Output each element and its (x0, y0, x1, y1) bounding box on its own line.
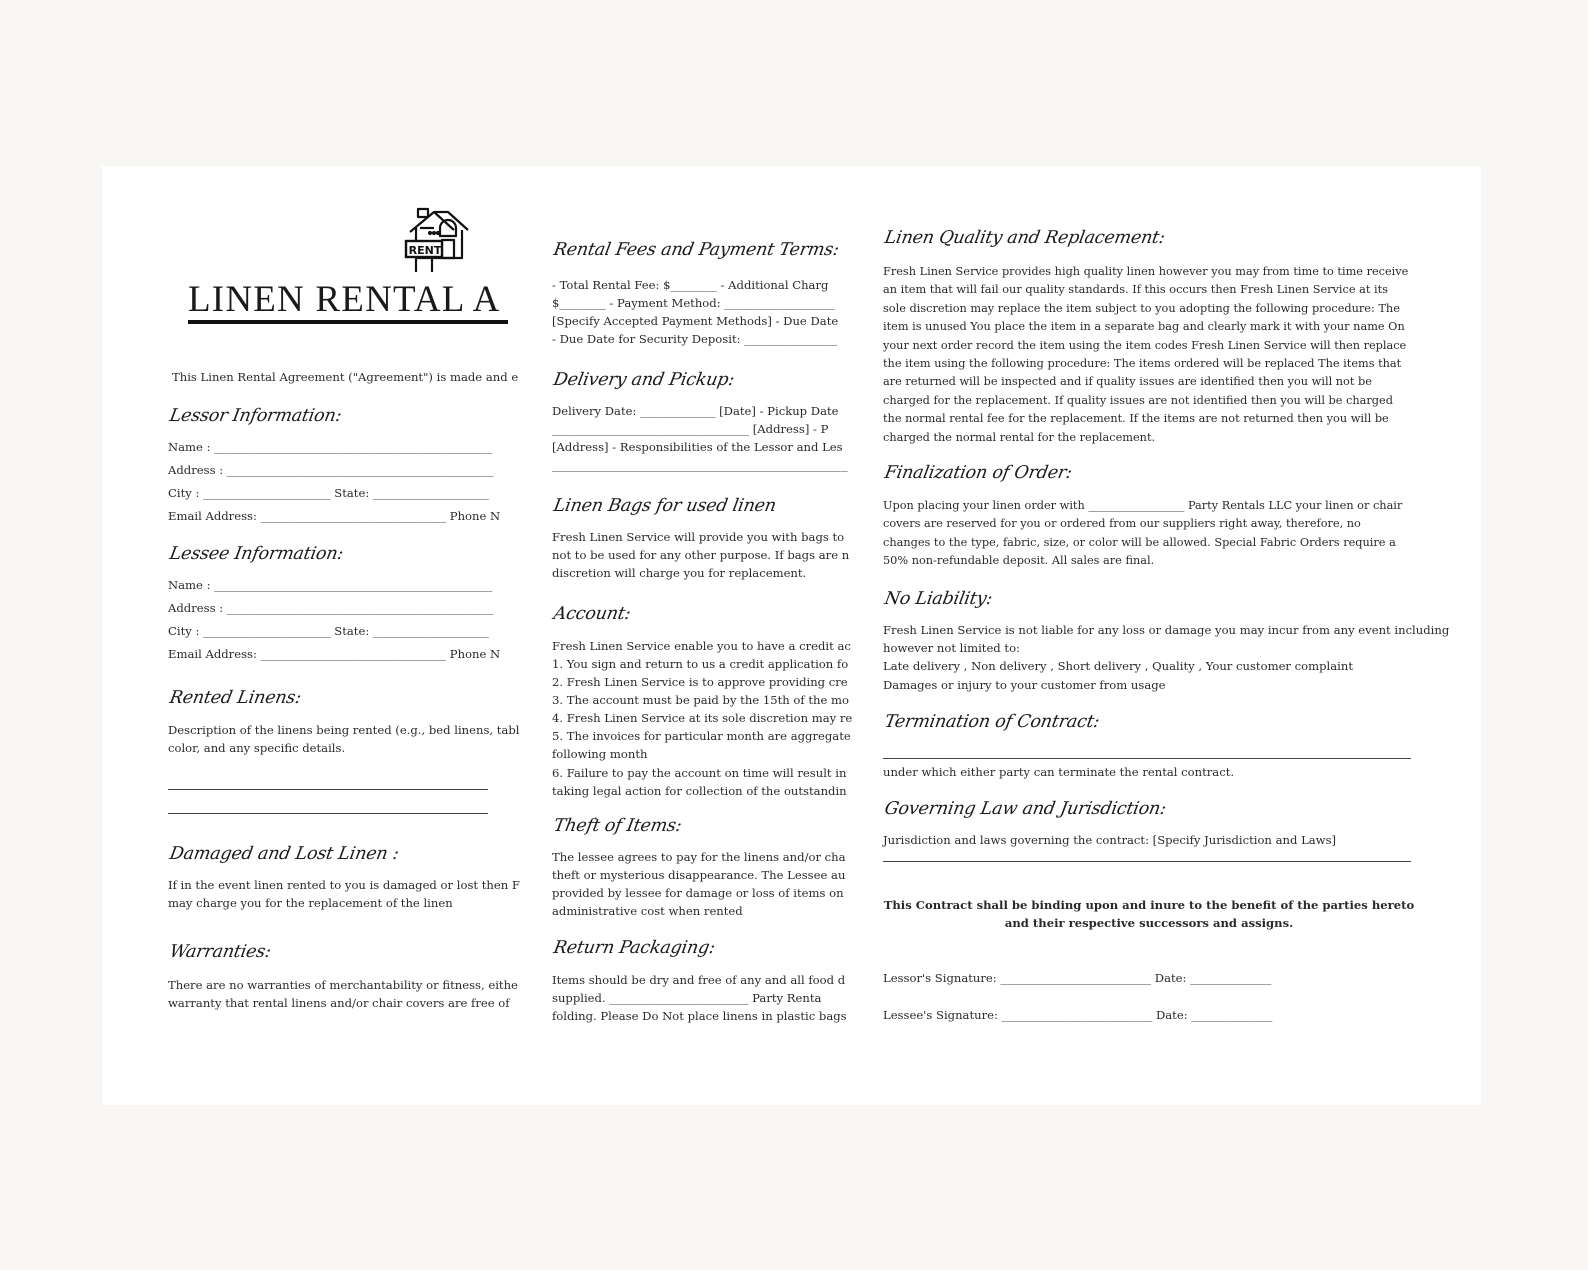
blank-line[interactable] (883, 861, 1411, 862)
return-packaging-line[interactable]: supplied. ________________________ Party Renta (552, 991, 822, 1005)
delivery-heading: Delivery and Pickup: (552, 370, 736, 390)
finalization-body[interactable]: Upon placing your linen order with _________________ Party Rentals LLC your linen or chair covers are reserved for you or ordered from our suppliers right away, therefore, no changes to the type, fabric, size, or color will be allowed. Special Fabric Orders require a 50% non-refundable deposit. All sales are final. (883, 499, 1403, 568)
page-column-1 (168, 166, 520, 1105)
delivery-line[interactable]: Delivery Date: _____________ [Date] - Pickup Date (552, 404, 839, 418)
fees-heading: Rental Fees and Payment Terms: (552, 240, 841, 260)
lessor-name-field[interactable]: Name : ________________________________________________ (168, 440, 493, 454)
warranties-line: There are no warranties of merchantability or fitness, eithe (168, 978, 518, 992)
intro-text: This Linen Rental Agreement ("Agreement") is made and e (172, 370, 519, 384)
quality-heading: Linen Quality and Replacement: (883, 228, 1167, 248)
page-column-3 (883, 166, 1450, 1105)
delivery-line[interactable]: __________________________________ [Address] - P (552, 422, 829, 436)
blank-line[interactable] (168, 789, 488, 790)
account-line: Fresh Linen Service enable you to have a credit ac (552, 639, 851, 653)
account-line: taking legal action for collection of the outstandin (552, 784, 847, 798)
rented-linens-line: Description of the linens being rented (e.g., bed linens, tabl (168, 723, 520, 737)
binding-clause: and their respective successors and assigns. (1004, 916, 1294, 930)
theft-line: The lessee agrees to pay for the linens and/or cha (552, 850, 846, 864)
governing-line: Jurisdiction and laws governing the contract: [Specify Jurisdiction and Laws] (883, 833, 1337, 847)
account-line: 2. Fresh Linen Service is to approve providing cre (552, 675, 848, 689)
quality-body: Fresh Linen Service provides high quality linen however you may from time to time receive an item that will fail our quality standards. If this occurs then Fresh Linen Service at its sole discretion may replace the item subject to you adopting the following procedure: The item is unused You place the item in a separate bag and clearly mark it with your name On your next order record the item using the item codes Fresh Linen Service will then replace the item using the following procedure: The items ordered will be replaced The items that are returned will be inspected and if quality issues are identified then you will not be charged for the replacement. If quality issues are not identified then you will be charged the normal rental fee for the replacement. If the items are not returned then you will be charged the normal rental for the replacement. (883, 265, 1409, 444)
blank-line[interactable] (883, 758, 1411, 759)
fees-line[interactable]: $________ - Payment Method: ___________________ (552, 296, 835, 310)
account-line: 4. Fresh Linen Service at its sole discretion may re (552, 711, 853, 725)
lessor-address-field[interactable]: Address : ______________________________________________ (168, 463, 494, 477)
rented-linens-heading: Rented Linens: (168, 688, 303, 708)
account-line: 1. You sign and return to us a credit application fo (552, 657, 849, 671)
bags-line: discretion will charge you for replacement. (552, 566, 807, 580)
lessee-email-field[interactable]: Email Address: ________________________________ Phone N (168, 647, 501, 661)
governing-heading: Governing Law and Jurisdiction: (883, 799, 1168, 819)
delivery-line[interactable]: ___________________________________________________ (552, 458, 848, 472)
liability-line: Late delivery , Non delivery , Short delivery , Quality , Your customer complaint (883, 659, 1353, 673)
theft-line: provided by lessee for damage or loss of items on (552, 886, 844, 900)
liability-line: however not limited to: (883, 641, 1020, 655)
theft-line: administrative cost when rented (552, 904, 743, 918)
page-column-2 (552, 166, 853, 1105)
fees-line[interactable]: - Due Date for Security Deposit: ________________ (552, 332, 837, 346)
lessee-city-state-field[interactable]: City : ______________________ State: ____________________ (168, 624, 489, 638)
liability-line: Fresh Linen Service is not liable for any loss or damage you may incur from any event including (883, 623, 1450, 637)
return-packaging-heading: Return Packaging: (552, 938, 717, 958)
lessor-city-state-field[interactable]: City : ______________________ State: ____________________ (168, 486, 489, 500)
fees-line[interactable]: [Specify Accepted Payment Methods] - Due Date (552, 314, 839, 328)
account-line: 5. The invoices for particular month are aggregate (552, 729, 851, 743)
lessor-heading: Lessor Information: (168, 406, 344, 426)
title-underline (188, 320, 508, 324)
account-line: 6. Failure to pay the account on time will result in (552, 766, 847, 780)
account-heading: Account: (552, 604, 633, 624)
liability-line: Damages or injury to your customer from usage (883, 678, 1166, 692)
fees-line[interactable]: - Total Rental Fee: $________ - Additional Charg (552, 278, 829, 292)
finalization-heading: Finalization of Order: (883, 463, 1074, 483)
account-line: 3. The account must be paid by the 15th of the mo (552, 693, 850, 707)
termination-heading: Termination of Contract: (883, 712, 1101, 732)
blank-line[interactable] (168, 813, 488, 814)
damaged-line: may charge you for the replacement of the linen (168, 896, 453, 910)
return-packaging-line: Items should be dry and free of any and all food d (552, 973, 846, 987)
account-line: following month (552, 747, 648, 761)
return-packaging-line: folding. Please Do Not place linens in plastic bags (552, 1009, 847, 1023)
house-rent-sign-icon (404, 206, 470, 274)
logo-text: RENT (408, 244, 442, 257)
rented-linens-line: color, and any specific details. (168, 741, 346, 755)
binding-clause: This Contract shall be binding upon and inure to the benefit of the parties hereto (883, 898, 1415, 912)
liability-heading: No Liability: (883, 589, 994, 609)
delivery-line: [Address] - Responsibilities of the Lessor and Les (552, 440, 843, 454)
damaged-line: If in the event linen rented to you is damaged or lost then F (168, 878, 520, 892)
document-title: LINEN RENTAL A (188, 279, 501, 320)
theft-heading: Theft of Items: (552, 816, 684, 836)
lessor-email-field[interactable]: Email Address: ________________________________ Phone N (168, 509, 501, 523)
agreement-sheet (102, 166, 1481, 1105)
theft-line: theft or mysterious disappearance. The Lessee au (552, 868, 846, 882)
bags-line: Fresh Linen Service will provide you with bags to (552, 530, 845, 544)
damaged-heading: Damaged and Lost Linen : (168, 844, 401, 864)
lessee-heading: Lessee Information: (168, 544, 345, 564)
termination-line: under which either party can terminate the rental contract. (883, 765, 1235, 779)
warranties-line: warranty that rental linens and/or chair covers are free of (168, 996, 510, 1010)
lessee-address-field[interactable]: Address : ______________________________________________ (168, 601, 494, 615)
lessor-signature-field[interactable]: Lessor's Signature: __________________________ Date: ______________ (883, 971, 1272, 985)
bags-heading: Linen Bags for used linen (552, 496, 778, 516)
warranties-heading: Warranties: (168, 942, 273, 962)
bags-line: not to be used for any other purpose. If bags are n (552, 548, 850, 562)
lessee-signature-field[interactable]: Lessee's Signature: __________________________ Date: ______________ (883, 1008, 1273, 1022)
lessee-name-field[interactable]: Name : ________________________________________________ (168, 578, 493, 592)
